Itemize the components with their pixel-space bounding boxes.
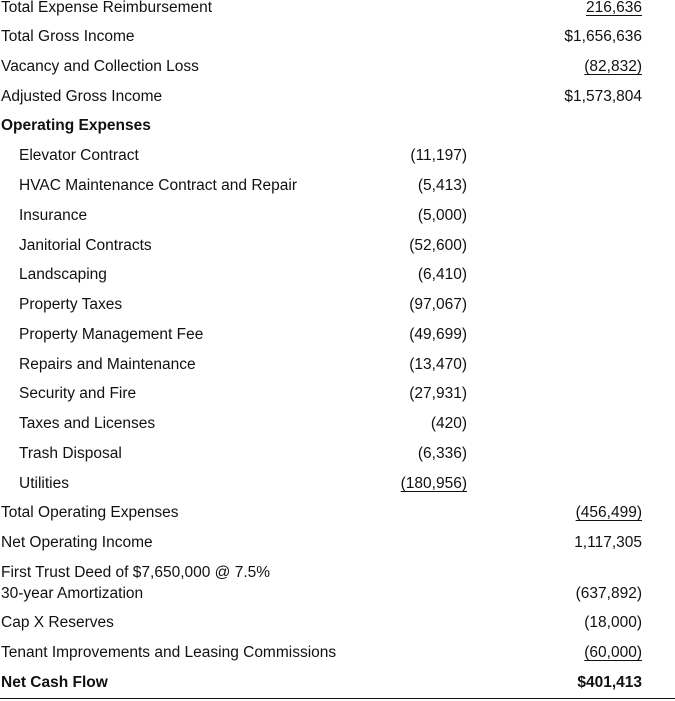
row-total-expense-reimbursement <box>0 0 675 19</box>
expense-amount: (180,956) <box>400 475 467 492</box>
expense-row-insurance <box>0 205 675 227</box>
row-total-gross-income <box>0 26 675 48</box>
row-amount: (60,000) <box>584 644 642 661</box>
row-amount: $1,573,804 <box>564 88 642 105</box>
section-heading: Operating Expenses <box>1 117 151 134</box>
expense-row-property-taxes <box>0 294 675 316</box>
expense-row-landscaping <box>0 264 675 286</box>
expense-amount: (52,600) <box>409 237 467 254</box>
expense-label: Insurance <box>19 207 88 224</box>
row-label: 30-year Amortization <box>1 585 144 602</box>
expense-row-property-management-fee <box>0 324 675 346</box>
expense-label: Property Taxes <box>19 296 123 313</box>
expense-row-repairs-maintenance <box>0 354 675 376</box>
expense-label: HVAC Maintenance Contract and Repair <box>19 177 297 194</box>
row-amount: 1,117,305 <box>574 534 642 551</box>
row-label: Total Gross Income <box>1 28 135 45</box>
expense-row-janitorial <box>0 235 675 257</box>
row-label: Adjusted Gross Income <box>1 88 163 105</box>
expense-row-elevator-contract <box>0 145 675 167</box>
expense-row-security-fire <box>0 383 675 405</box>
row-amount: $401,413 <box>577 674 642 691</box>
row-label: Cap X Reserves <box>1 614 114 631</box>
row-net-cash-flow <box>0 672 675 694</box>
row-label: Tenant Improvements and Leasing Commissions <box>1 644 337 661</box>
expense-row-hvac <box>0 175 675 197</box>
expense-label: Trash Disposal <box>19 445 122 462</box>
row-vacancy-collection-loss <box>0 56 675 78</box>
row-amount: (82,832) <box>584 58 642 75</box>
row-first-trust-deed-line2 <box>0 583 675 605</box>
row-label: Total Expense Reimbursement <box>1 0 213 16</box>
section-heading-operating-expenses <box>0 115 675 137</box>
expense-amount: (27,931) <box>409 385 467 402</box>
expense-amount: (6,410) <box>417 266 467 283</box>
row-label: First Trust Deed of $7,650,000 @ 7.5% <box>1 564 271 581</box>
row-total-operating-expenses <box>0 502 675 524</box>
row-amount: (456,499) <box>575 504 642 521</box>
expense-label: Utilities <box>19 475 69 492</box>
row-label: Net Cash Flow <box>1 674 108 691</box>
expense-row-trash-disposal <box>0 443 675 465</box>
row-amount: (18,000) <box>584 614 642 631</box>
row-adjusted-gross-income <box>0 86 675 108</box>
expense-label: Taxes and Licenses <box>19 415 156 432</box>
expense-amount: (5,413) <box>417 177 467 194</box>
row-label: Total Operating Expenses <box>1 504 179 521</box>
row-amount: $1,656,636 <box>564 28 642 45</box>
expense-label: Security and Fire <box>19 385 137 402</box>
expense-amount: (6,336) <box>417 445 467 462</box>
expense-label: Elevator Contract <box>19 147 139 164</box>
expense-amount: (11,197) <box>410 147 467 164</box>
expense-row-utilities <box>0 473 675 495</box>
row-net-operating-income <box>0 532 675 554</box>
expense-label: Landscaping <box>19 266 107 283</box>
expense-amount: (97,067) <box>409 296 467 313</box>
row-amount: (637,892) <box>575 585 642 602</box>
row-cap-x-reserves <box>0 612 675 634</box>
expense-amount: (13,470) <box>409 356 467 373</box>
row-label: Net Operating Income <box>1 534 153 551</box>
expense-row-taxes-licenses <box>0 413 675 435</box>
row-label: Vacancy and Collection Loss <box>1 58 199 75</box>
row-first-trust-deed-line1 <box>0 562 675 584</box>
row-tenant-improvements <box>0 642 675 664</box>
expense-amount: (5,000) <box>417 207 467 224</box>
expense-label: Repairs and Maintenance <box>19 356 196 373</box>
bottom-rule-divider <box>0 698 675 699</box>
expense-amount: (420) <box>430 415 467 432</box>
expense-label: Property Management Fee <box>19 326 204 343</box>
row-amount: 216,636 <box>585 0 642 16</box>
expense-amount: (49,699) <box>409 326 467 343</box>
expense-label: Janitorial Contracts <box>19 237 152 254</box>
